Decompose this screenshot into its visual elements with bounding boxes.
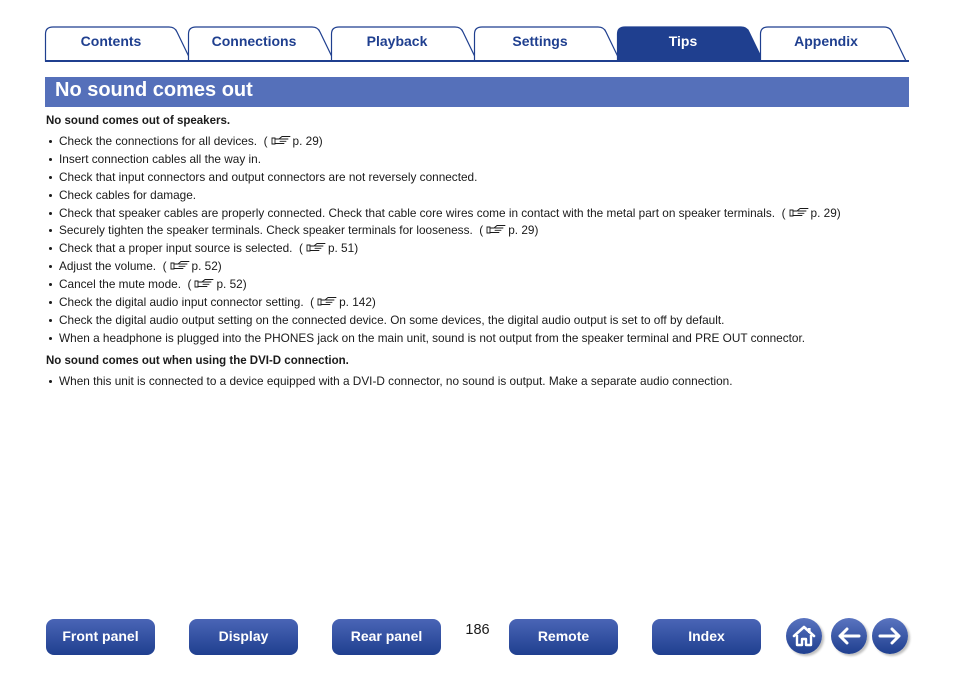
page-reference-link[interactable]: ( p. 142) bbox=[303, 295, 376, 310]
bullet-dot bbox=[49, 319, 52, 322]
back-button[interactable] bbox=[831, 618, 867, 654]
bullet-dot bbox=[49, 140, 52, 143]
list-item bbox=[46, 151, 916, 169]
pointing-hand-icon bbox=[486, 224, 506, 235]
list-item bbox=[46, 312, 916, 330]
tab-settings[interactable] bbox=[474, 26, 622, 61]
list-item bbox=[46, 373, 916, 391]
pointing-hand-icon bbox=[306, 242, 326, 253]
page-reference-link[interactable]: ( p. 29) bbox=[775, 205, 841, 220]
bullet-dot bbox=[49, 229, 52, 232]
front-panel-button[interactable] bbox=[46, 619, 155, 655]
rear-panel-label: Rear panel bbox=[350, 628, 423, 644]
page-reference-text: p. 51 bbox=[327, 241, 355, 256]
list-item-text: Securely tighten the speaker terminals. Check speaker terminals for looseness. bbox=[59, 223, 473, 238]
list-item-text: Check that speaker cables are properly connected. Check that cable core wires come in contact with the metal part on speaker terminals. bbox=[59, 205, 776, 220]
remote-label: Remote bbox=[537, 628, 590, 644]
pointing-hand-icon bbox=[317, 296, 337, 307]
bullet-dot bbox=[49, 283, 52, 286]
index-button[interactable] bbox=[652, 619, 761, 655]
bullet-dot bbox=[49, 176, 52, 179]
index-label: Index bbox=[688, 628, 725, 644]
list-item-text: Insert connection cables all the way in. bbox=[59, 151, 261, 166]
page-reference-text: p. 29 bbox=[810, 205, 837, 220]
title-banner bbox=[45, 77, 909, 107]
arrow-left-icon bbox=[831, 618, 867, 654]
page-reference-link[interactable]: ( p. 51) bbox=[292, 241, 359, 256]
page-reference-link[interactable]: ( p. 29) bbox=[472, 223, 539, 238]
rear-panel-button[interactable] bbox=[332, 619, 441, 655]
list-item-text: Check the digital audio input connector setting. bbox=[59, 295, 304, 310]
list-item bbox=[46, 276, 916, 294]
list-item-text: Cancel the mute mode. bbox=[59, 277, 181, 292]
page-reference-text: p. 142 bbox=[339, 295, 372, 310]
tab-tips[interactable] bbox=[617, 26, 765, 61]
tab-label: Connections bbox=[211, 33, 297, 49]
tab-contents[interactable] bbox=[45, 26, 193, 61]
tab-connections[interactable] bbox=[188, 26, 336, 61]
list-item-text: When a headphone is plugged into the PHONES jack on the main unit, sound is not output from the speaker terminal and PRE OUT connector. bbox=[59, 330, 806, 345]
list-item bbox=[46, 169, 916, 187]
page-reference-text: p. 52 bbox=[191, 259, 218, 274]
home-icon bbox=[786, 618, 822, 654]
list-item bbox=[46, 258, 916, 276]
list-item bbox=[46, 222, 916, 240]
list-item bbox=[46, 240, 916, 258]
bullet-dot bbox=[49, 158, 52, 161]
bullet-dot bbox=[49, 194, 52, 197]
pointing-hand-icon bbox=[271, 135, 291, 146]
bullet-dot bbox=[49, 265, 52, 268]
pointing-hand-icon bbox=[194, 278, 214, 289]
bullet-list-dvi bbox=[46, 373, 916, 391]
tabs-underline bbox=[45, 60, 909, 62]
bullet-dot bbox=[49, 247, 52, 250]
section-heading-speakers: No sound comes out of speakers. bbox=[46, 115, 231, 127]
list-item bbox=[46, 205, 916, 223]
page-reference-text: p. 29 bbox=[292, 134, 319, 148]
forward-button[interactable] bbox=[872, 618, 908, 654]
tab-label: Playback bbox=[366, 33, 428, 49]
list-item-text: Adjust the volume. bbox=[59, 259, 157, 274]
list-item bbox=[46, 330, 916, 348]
bullet-list-speakers bbox=[46, 133, 916, 348]
tab-label: Appendix bbox=[794, 33, 858, 49]
display-label: Display bbox=[218, 628, 269, 644]
page-reference-link[interactable]: ( p. 52) bbox=[180, 277, 247, 292]
tab-appendix[interactable] bbox=[760, 26, 908, 61]
list-item-text: Check that a proper input source is selected. bbox=[59, 241, 293, 256]
bullet-dot bbox=[49, 337, 52, 340]
list-item-text: Check the connections for all devices. bbox=[59, 134, 258, 148]
page-reference-text: p. 52 bbox=[216, 277, 243, 292]
list-item bbox=[46, 133, 916, 151]
remote-button[interactable] bbox=[509, 619, 618, 655]
list-item-text: Check the digital audio output setting on the connected device. On some devices, the digital audio output is set to off by default. bbox=[59, 312, 725, 327]
tabs-bar bbox=[45, 26, 910, 62]
bullet-dot bbox=[49, 380, 52, 383]
bullet-dot bbox=[49, 212, 52, 215]
tab-label: Tips bbox=[668, 33, 698, 49]
tab-playback[interactable] bbox=[331, 26, 479, 61]
page-reference-link[interactable]: ( p. 29) bbox=[257, 134, 323, 148]
page-title: No sound comes out bbox=[55, 79, 253, 101]
list-item-text: Check cables for damage. bbox=[59, 187, 197, 202]
list-item bbox=[46, 294, 916, 312]
pointing-hand-icon bbox=[170, 260, 190, 271]
list-item-text: Check that input connectors and output connectors are not reversely connected. bbox=[59, 169, 478, 184]
pointing-hand-icon bbox=[789, 207, 809, 218]
display-button[interactable] bbox=[189, 619, 298, 655]
tab-label: Contents bbox=[80, 33, 142, 49]
home-button[interactable] bbox=[786, 618, 822, 654]
bullet-dot bbox=[49, 301, 52, 304]
section-heading-dvi: No sound comes out when using the DVI-D connection. bbox=[46, 355, 349, 367]
front-panel-label: Front panel bbox=[62, 628, 139, 644]
tab-label: Settings bbox=[512, 33, 568, 49]
list-item bbox=[46, 187, 916, 205]
list-item-text: When this unit is connected to a device equipped with a DVI-D connector, no sound is output. Make a separate audio connection. bbox=[59, 374, 733, 388]
page-number: 186 bbox=[465, 622, 490, 638]
page-reference-text: p. 29 bbox=[508, 223, 535, 238]
arrow-right-icon bbox=[872, 618, 908, 654]
page-reference-link[interactable]: ( p. 52) bbox=[156, 259, 222, 274]
